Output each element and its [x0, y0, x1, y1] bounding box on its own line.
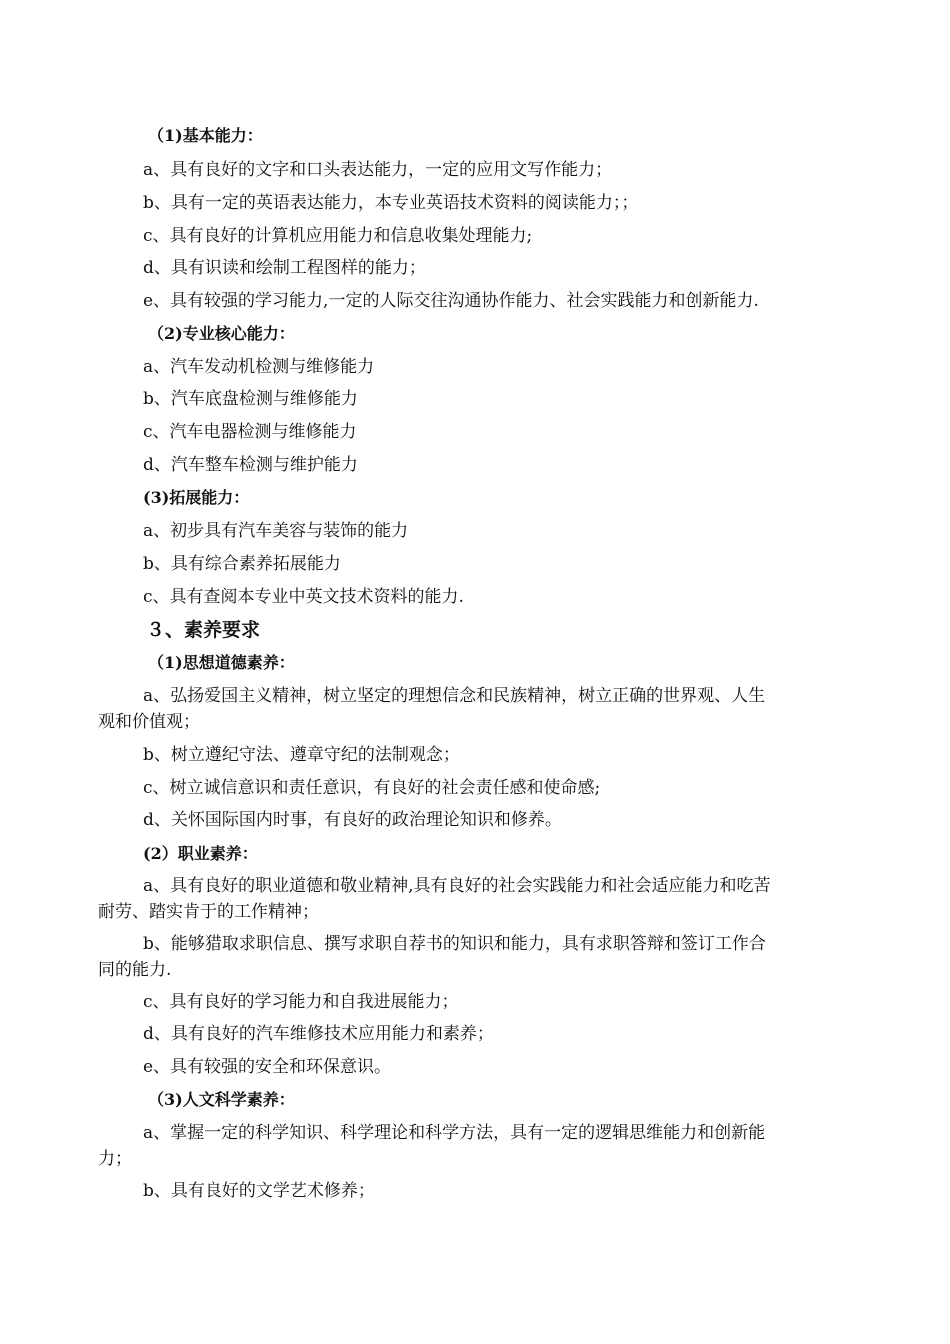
- career-heading: (2）职业素养：: [143, 844, 258, 863]
- moral-item-b: b、树立遵纪守法、遵章守纪的法制观念；: [143, 745, 460, 765]
- career-item-c: c、具有良好的学习能力和自我进展能力；: [143, 992, 459, 1012]
- section-3-title: ３、素养要求: [146, 619, 261, 641]
- career-item-a-line1: a、具有良好的职业道德和敬业精神,具有良好的社会实践能力和社会适应能力和吃苦: [143, 876, 771, 896]
- core-item-a: a、汽车发动机检测与维修能力: [143, 357, 375, 377]
- core-ability-heading: （2)专业核心能力：: [148, 324, 295, 343]
- career-item-e: e、具有较强的安全和环保意识。: [143, 1057, 392, 1077]
- career-item-a-line2: 耐劳、踏实肯于的工作精神；: [98, 902, 319, 922]
- basic-item-b: b、具有一定的英语表达能力，本专业英语技术资料的阅读能力；；: [143, 193, 639, 213]
- humanities-item-a-line2: 力；: [98, 1149, 132, 1169]
- core-item-d: d、汽车整车检测与维护能力: [143, 455, 358, 475]
- basic-item-d: d、具有识读和绘制工程图样的能力；: [143, 258, 426, 278]
- moral-item-a-line1: a、弘扬爱国主义精神，树立坚定的理想信念和民族精神，树立正确的世界观、人生: [143, 686, 766, 706]
- moral-heading: （1)思想道德素养：: [148, 653, 295, 672]
- basic-item-a: a、具有良好的文字和口头表达能力，一定的应用文写作能力；: [143, 160, 613, 180]
- humanities-item-a-line1: a、掌握一定的科学知识、科学理论和科学方法，具有一定的逻辑思维能力和创新能: [143, 1123, 766, 1143]
- career-item-b-line1: b、能够猎取求职信息、撰写求职自荐书的知识和能力，具有求职答辩和签订工作合: [143, 934, 766, 954]
- basic-item-c: c、具有良好的计算机应用能力和信息收集处理能力;: [143, 226, 533, 246]
- core-item-b: b、汽车底盘检测与维修能力: [143, 389, 358, 409]
- basic-item-e: e、具有较强的学习能力,一定的人际交往沟通协作能力、社会实践能力和创新能力.: [143, 291, 759, 311]
- moral-item-c: c、树立诚信意识和责任意识，有良好的社会责任感和使命感;: [143, 778, 601, 798]
- extend-item-b: b、具有综合素养拓展能力: [143, 554, 341, 574]
- extend-ability-heading: (3)拓展能力：: [143, 488, 250, 507]
- career-item-d: d、具有良好的汽车维修技术应用能力和素养；: [143, 1024, 494, 1044]
- moral-item-a-line2: 观和价值观；: [98, 712, 200, 732]
- moral-item-d: d、关怀国际国内时事，有良好的政治理论知识和修养。: [143, 810, 562, 830]
- basic-ability-heading: （1)基本能力：: [148, 126, 263, 145]
- humanities-heading: （3)人文科学素养：: [148, 1090, 295, 1109]
- extend-item-c: c、具有查阅本专业中英文技术资料的能力.: [143, 587, 464, 607]
- extend-item-a: a、初步具有汽车美容与装饰的能力: [143, 521, 409, 541]
- humanities-item-b: b、具有良好的文学艺术修养；: [143, 1181, 375, 1201]
- core-item-c: c、汽车电器检测与维修能力: [143, 422, 357, 442]
- career-item-b-line2: 同的能力.: [98, 960, 172, 980]
